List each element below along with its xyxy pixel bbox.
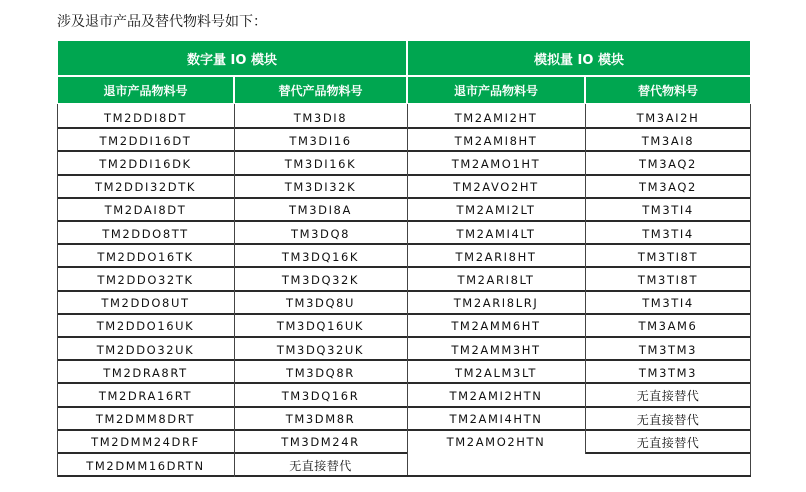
digital-io-group-header: 数字量 IO 模块 — [57, 40, 407, 76]
analog-new-part-cell: TM3TI8T — [637, 249, 699, 264]
digital-new-part-cell: 无直接替代 — [289, 459, 352, 473]
digital-old-part-cell: TM2DDI8DT — [104, 110, 187, 125]
digital-new-part-cell: TM3DI16K — [284, 156, 357, 171]
analog-new-part-cell: TM3AQ2 — [639, 156, 697, 171]
analog-new-part-cell: TM3TI8T — [637, 272, 699, 287]
analog-old-part-cell: TM2AMI4LT — [456, 226, 536, 241]
analog-new-part-cell: TM3AI2H — [636, 110, 700, 125]
analog-new-part-cell: 无直接替代 — [636, 412, 700, 427]
digital-new-part-cell: TM3DI32K — [284, 180, 357, 195]
digital-old-part-cell: TM2DDI32DTK — [94, 180, 197, 195]
analog-old-part-cell: TM2ALM3LT — [454, 365, 538, 380]
analog-new-part-cell: 无直接替代 — [636, 389, 700, 404]
analog-new-part-header: 替代物料号 — [585, 76, 751, 104]
column-divider — [234, 104, 235, 477]
analog-old-part-cell: TM2AMI2HT — [454, 110, 538, 125]
analog-io-group-header: 模拟量 IO 模块 — [407, 40, 751, 76]
digital-old-part-header: 退市产品物料号 — [57, 76, 234, 104]
digital-old-part-cell: TM2DDI16DK — [99, 156, 192, 171]
analog-new-part-cell: TM3TI4 — [642, 296, 694, 311]
digital-old-part-cell: TM2DMM8DRT — [95, 412, 196, 427]
analog-old-part-cell: TM2ARI8LT — [457, 272, 535, 287]
digital-new-part-cell: TM3DI8 — [293, 110, 348, 125]
digital-new-part-cell: TM3DQ8R — [286, 365, 355, 380]
digital-new-part-cell: TM3DQ16R — [281, 388, 360, 403]
digital-old-part-cell: TM2DDO32UK — [96, 342, 195, 357]
row-divider — [585, 452, 751, 454]
analog-old-part-cell: TM2AVO2HT — [453, 180, 539, 195]
digital-old-part-cell: TM2DDI16DT — [99, 133, 192, 148]
digital-new-part-cell: TM3DQ16K — [281, 249, 360, 264]
digital-old-part-cell: TM2DRA16RT — [98, 388, 193, 403]
analog-old-part-cell: TM2AMI2LT — [456, 203, 536, 218]
digital-old-part-cell: TM2DDO8UT — [101, 296, 190, 311]
analog-old-part-cell: TM2AMI2HTN — [449, 388, 543, 403]
analog-new-part-cell: TM3TI4 — [642, 203, 694, 218]
digital-new-part-cell: TM3DQ8U — [285, 296, 356, 311]
analog-old-part-cell: TM2AMO2HTN — [446, 435, 546, 450]
digital-new-part-cell: TM3DM8R — [285, 412, 356, 427]
intro-text: 涉及退市产品及替代物料号如下： — [57, 14, 267, 30]
analog-old-part-cell: TM2AMM6HT — [451, 319, 541, 334]
analog-new-part-cell: TM3AQ2 — [639, 180, 697, 195]
digital-new-part-header: 替代产品物料号 — [234, 76, 407, 104]
digital-old-part-cell: TM2DDO16TK — [97, 249, 194, 264]
digital-old-part-cell: TM2DAI8DT — [104, 203, 187, 218]
column-divider — [407, 104, 408, 477]
digital-old-part-cell: TM2DDO8TT — [102, 226, 189, 241]
digital-new-part-cell: TM3DI16 — [289, 133, 352, 148]
digital-new-part-cell: TM3DQ32K — [281, 272, 360, 287]
digital-new-part-cell: TM3DQ32UK — [276, 342, 365, 357]
analog-old-part-cell: TM2AMO1HT — [451, 156, 541, 171]
digital-old-part-cell: TM2DDO32TK — [97, 272, 194, 287]
analog-old-part-cell: TM2AMI8HT — [454, 133, 538, 148]
digital-new-part-cell: TM3DI8A — [289, 203, 352, 218]
digital-new-part-cell: TM3DQ8 — [290, 226, 351, 241]
analog-new-part-cell: TM3AM6 — [638, 319, 698, 334]
analog-old-part-cell: TM2ARI8LRJ — [453, 296, 539, 311]
digital-old-part-cell: TM2DDO16UK — [96, 319, 195, 334]
digital-new-part-cell: TM3DM24R — [281, 435, 360, 450]
analog-new-part-cell: TM3TM3 — [638, 342, 698, 357]
column-divider — [57, 104, 58, 477]
analog-old-part-cell: TM2AMM3HT — [451, 342, 541, 357]
analog-old-part-cell: TM2ARI8HT — [455, 249, 537, 264]
analog-old-part-cell: TM2AMI4HTN — [449, 412, 543, 427]
column-divider — [750, 104, 751, 477]
digital-old-part-cell: TM2DMM16DRTN — [86, 458, 205, 473]
analog-new-part-cell: TM3TM3 — [638, 365, 698, 380]
row-divider — [407, 475, 751, 477]
digital-old-part-cell: TM2DMM24DRF — [91, 435, 200, 450]
digital-old-part-cell: TM2DRA8RT — [103, 365, 188, 380]
analog-new-part-cell: TM3AI8 — [641, 133, 695, 148]
analog-new-part-cell: 无直接替代 — [636, 435, 700, 450]
row-divider — [57, 475, 407, 477]
column-divider — [585, 104, 586, 454]
analog-new-part-cell: TM3TI4 — [642, 226, 694, 241]
analog-old-part-header: 退市产品物料号 — [407, 76, 585, 104]
digital-new-part-cell: TM3DQ16UK — [276, 319, 365, 334]
